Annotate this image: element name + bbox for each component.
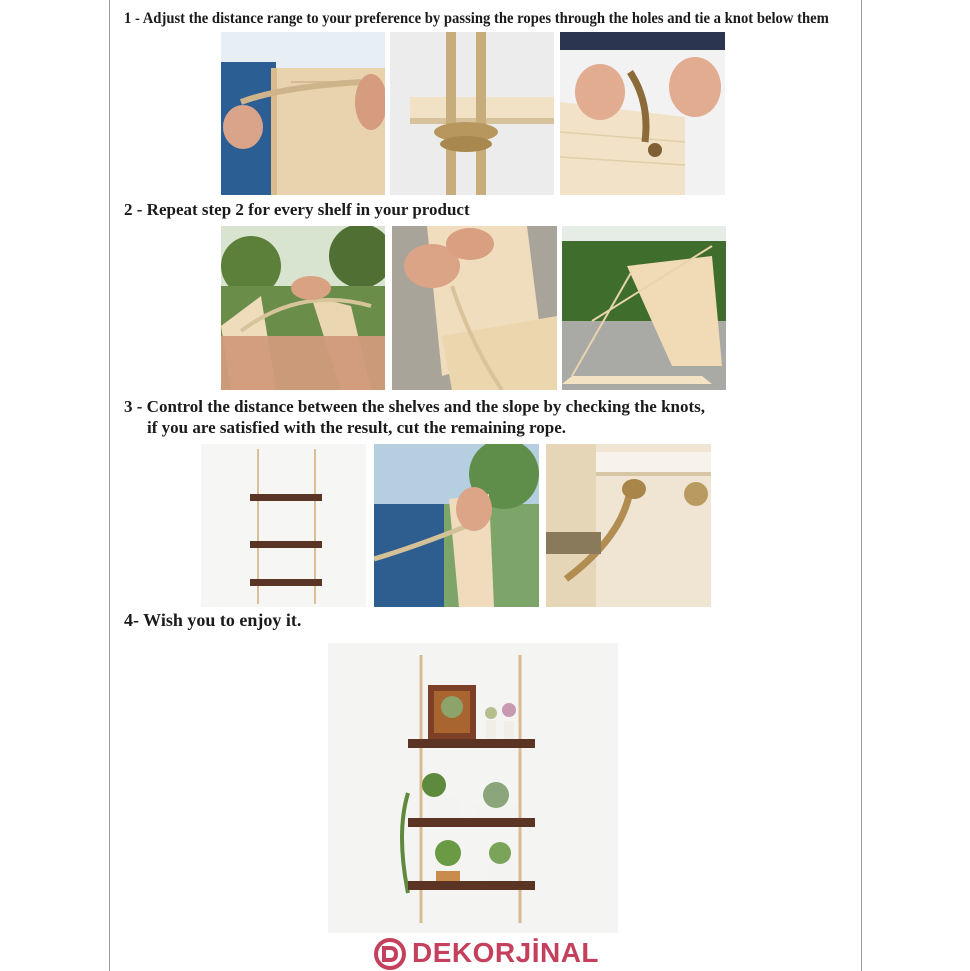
brand-name: DEKORJİNAL <box>412 937 600 968</box>
three-tier-shelf-product-photo <box>201 444 366 607</box>
finished-rope-shelf-with-plants-photo <box>328 643 618 933</box>
hands-holding-rope-and-board-photo <box>221 226 385 390</box>
step-4-text: 4- Wish you to enjoy it. <box>124 610 302 630</box>
threading-rope-shelf-photo <box>392 226 557 390</box>
step-1-text: 1 - Adjust the distance range to your preference by passing the ropes through the holes and tie a knot below them <box>124 8 829 27</box>
brand-logo <box>370 936 599 970</box>
brand-logo-icon <box>370 936 410 970</box>
rope-knot-under-shelf-photo <box>390 32 554 195</box>
cut-rope-knot-closeup-photo <box>546 444 711 607</box>
step-2-text: 2 - Repeat step 2 for every shelf in your product <box>124 200 470 219</box>
step-3-text-line-1: 3 - Control the distance between the shelves and the slope by checking the knots, <box>124 397 706 416</box>
shelves-folding-on-ground-photo <box>562 226 726 390</box>
threading-rope-through-board-photo <box>221 32 385 195</box>
cutting-rope-hand-photo <box>374 444 539 607</box>
tying-knot-on-board-photo <box>560 32 725 195</box>
step-3-text-line-2: if you are satisfied with the result, cut the remaining rope. <box>147 418 566 437</box>
